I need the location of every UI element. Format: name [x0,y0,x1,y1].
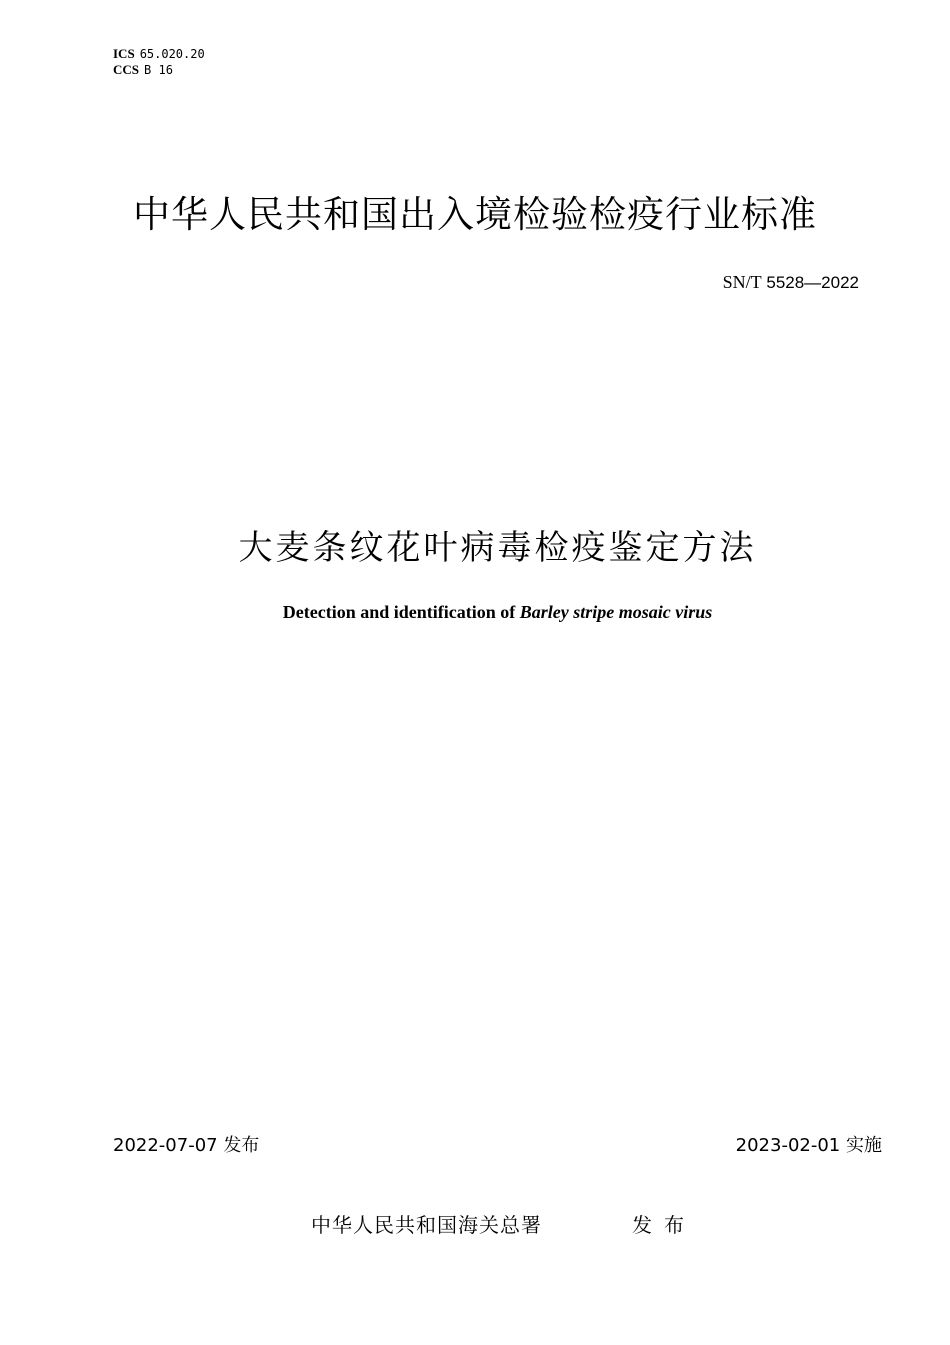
document-title-en-plain: Detection and identification of [282,602,520,622]
issue-date: 2022-07-07 发布 [113,1135,260,1156]
ccs-value: B 16 [144,63,173,77]
publish-word: 发布 [632,1213,696,1237]
ccs-label: CCS [113,62,140,77]
document-title-zh: 大麦条纹花叶病毒检疫鉴定方法 [238,528,757,568]
standard-number-value: 5528—2022 [766,273,859,292]
standard-number-prefix: SN/T [722,272,762,292]
publisher: 中华人民共和国海关总署 [311,1213,542,1237]
ics-value: 65.020.20 [139,47,205,61]
ics-code [113,46,205,62]
ccs-code [113,62,173,78]
ics-label: ICS [113,46,135,61]
standard-category-title: 中华人民共和国出入境检验检疫行业标准 [133,193,817,236]
document-title-en [0,602,950,623]
document-title-en-italic: Barley stripe mosaic virus [519,602,713,622]
implementation-date: 2023-02-01 实施 [735,1135,882,1156]
standard-number [723,272,859,293]
